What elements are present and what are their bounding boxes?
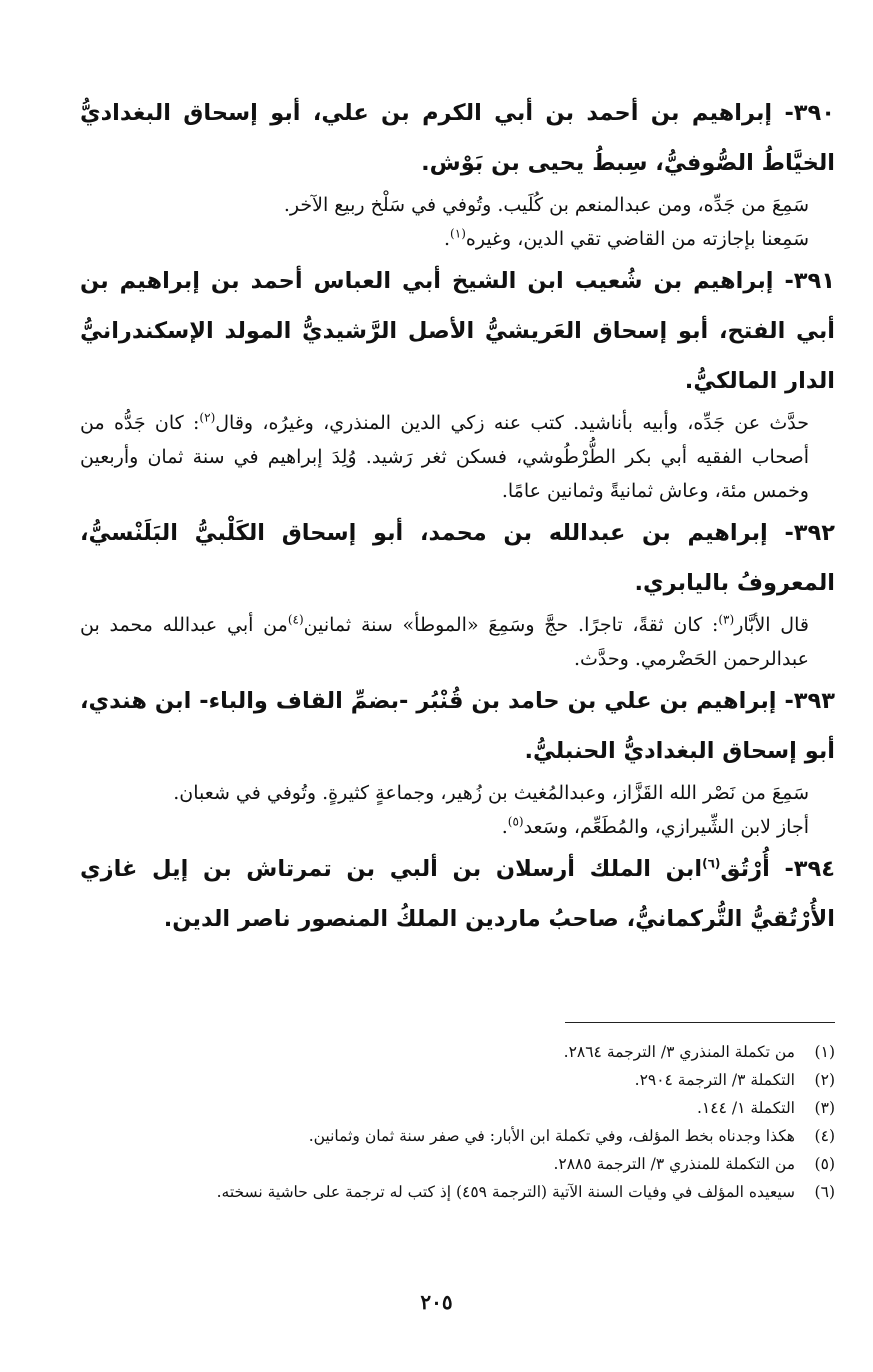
footnote-number: (١) <box>814 1043 835 1061</box>
footnote-item <box>80 1094 835 1122</box>
entry-heading: ٣٩٢- إبراهيم بن عبدالله بن محمد، أبو إسحاق الكَلْبيُّ البَلَنْسيُّ، المعروفُ باليابري. <box>80 520 835 596</box>
entry-heading: ٣٩٤- أُرْتُق$^{(٦)}$ابن الملك أرسلان بن ألبي بن تمرتاش بن إيل غازي الأُرْتُقيُّ التُّركمانيُّ، صاحبُ ماردين الملكُ المنصور ناصر الدين. <box>80 856 835 932</box>
footnote-number: (٢) <box>814 1071 835 1089</box>
footnote-item <box>80 1122 835 1150</box>
footnote-item <box>80 1178 835 1206</box>
footnote-item <box>80 1150 835 1178</box>
footnote-marker[interactable]: (١) <box>450 226 466 241</box>
footnote-text: التكملة ٣/ الترجمة ٢٩٠٤. <box>634 1071 795 1089</box>
entry-heading: ٣٩٠- إبراهيم بن أحمد بن أبي الكرم بن علي، أبو إسحاق البغداديُّ الخيَّاطُ الصُّوفيُّ، سِبطُ يحيى بن بَوْش. <box>80 100 835 176</box>
entry-paragraph: سَمِعَ من نَصْر الله القَزَّاز، وعبدالمُغيث بن زُهير، وجماعةٍ كثيرةٍ. وتُوفي في شعبان. <box>173 782 809 804</box>
footnote-marker[interactable]: (٤) <box>287 612 304 627</box>
footnote-text: من تكملة المنذري ٣/ الترجمة ٢٨٦٤. <box>563 1043 795 1061</box>
biography-entry-391 <box>80 256 835 508</box>
footnote-text: التكملة ١/ ١٤٤. <box>696 1099 795 1117</box>
footnote-marker[interactable]: (٣) <box>718 612 735 627</box>
biography-entry-394 <box>80 844 835 944</box>
footnote-marker[interactable]: (٦) <box>702 856 721 871</box>
footnote-number: (٥) <box>814 1155 835 1173</box>
footnote-marker[interactable]: (٥) <box>507 814 524 829</box>
footnote-separator <box>565 1022 835 1023</box>
footnote-item <box>80 1038 835 1066</box>
entry-heading: ٣٩٣- إبراهيم بن علي بن حامد بن قُنْبُر -بضمِّ القاف والباء- ابن هندي، أبو إسحاق البغداديُّ الحنبليُّ. <box>80 688 835 764</box>
footnote-item <box>80 1066 835 1094</box>
footnote-number: (٦) <box>814 1183 835 1201</box>
footnote-number: (٤) <box>814 1127 835 1145</box>
biography-entry-390 <box>80 88 835 256</box>
biography-entry-393 <box>80 676 835 844</box>
entry-paragraph: قال الأبَّار$^{(٣)}$: كان ثقةً، تاجرًا. حجَّ وسَمِعَ «الموطأ» سنة ثمانين$^{(٤)}$من أبي عبدالله محمد بن عبدالرحمن الحَضْرمي. وحدَّث. <box>80 612 809 670</box>
footnote-marker[interactable]: (٢) <box>199 410 216 425</box>
entry-paragraph: سَمِعَ من جَدِّه، ومن عبدالمنعم بن كُلَيب. وتُوفي في سَلْخ ربيع الآخر. <box>283 194 809 216</box>
footnote-text: سيعيده المؤلف في وفيات السنة الآتية (الترجمة ٤٥٩) إذ كتب له ترجمة على حاشية نسخته. <box>216 1183 795 1201</box>
biography-entry-392 <box>80 508 835 676</box>
entry-heading: ٣٩١- إبراهيم بن شُعيب ابن الشيخ أبي العباس أحمد بن إبراهيم بن أبي الفتح، أبو إسحاق العَريشيُّ الأصل الرَّشيديُّ المولد الإسكندرانيُّ الدار المالكيُّ. <box>80 268 835 394</box>
footnotes <box>80 1038 835 1206</box>
page-number: ٢٠٥ <box>420 1290 453 1314</box>
footnote-text: هكذا وجدناه بخط المؤلف، وفي تكملة ابن الأبار: في صفر سنة ثمان وثمانين. <box>308 1127 795 1145</box>
footnote-text: من التكملة للمنذري ٣/ الترجمة ٢٨٨٥. <box>553 1155 795 1173</box>
entry-paragraph: سَمِعنا بإجازته من القاضي تقي الدين، وغيره$^{(١)}$. <box>444 226 809 250</box>
entry-paragraph: أجاز لابن الشِّيرازي، والمُطَعِّم، وسَعد$^{(٥)}$. <box>501 814 809 838</box>
entry-paragraph: حدَّث عن جَدِّه، وأبيه بأناشيد. كتب عنه زكي الدين المنذري، وغيرُه، وقال$^{(٢)}$: كان جَدُّه من أصحاب الفقيه أبي بكر الطُّرْطُوشي، فسكن ثغر رَشيد. وُلِدَ إبراهيم في سنة ثمان وأربعين وخمس مئة، وعاش ثمانيةً وثمانين عامًا. <box>80 410 810 502</box>
footnote-number: (٣) <box>814 1099 835 1117</box>
